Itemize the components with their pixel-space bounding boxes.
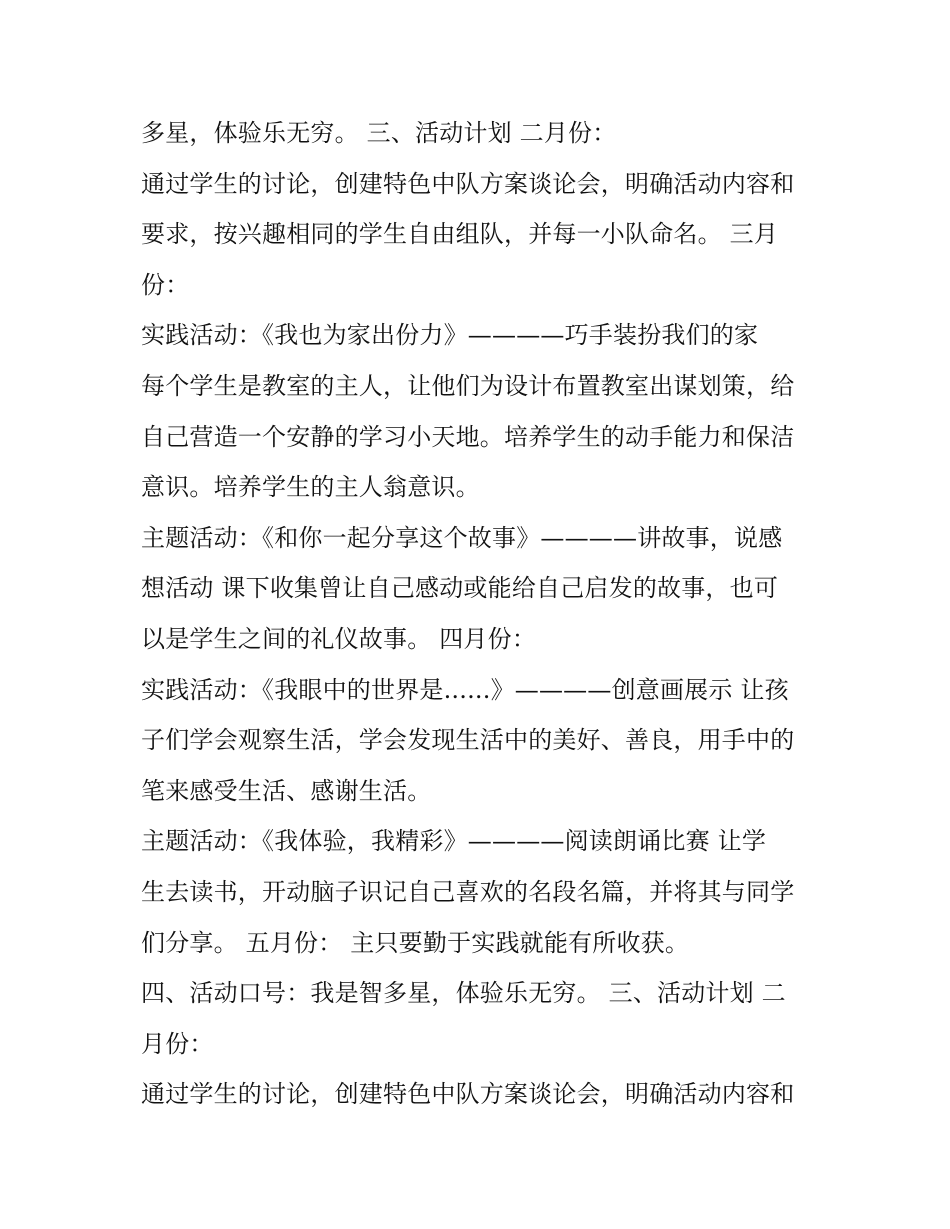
- text-line: 子们学会观察生活，学会发现生活中的美好、善良，用手中的: [141, 726, 795, 755]
- text-line: 通过学生的讨论，创建特色中队方案谈论会，明确活动内容和: [141, 169, 795, 198]
- text-line: 生去读书，开动脑子识记自己喜欢的名段名篇，并将其与同学: [141, 877, 795, 906]
- document-text: [141, 108, 821, 1120]
- text-line: 四、活动口号：我是智多星，体验乐无穷。 三、活动计划 二: [141, 979, 786, 1008]
- text-line: 自己营造一个安静的学习小天地。培养学生的动手能力和保洁: [141, 422, 795, 451]
- text-line: 要求，按兴趣相同的学生自由组队，并每一小队命名。 三月: [141, 220, 779, 249]
- text-line: 们分享。 五月份： 主只要勤于实践就能有所收获。: [141, 928, 690, 957]
- text-line: 实践活动：《我眼中的世界是......》————创意画展示 让孩: [141, 675, 789, 704]
- text-line: 每个学生是教室的主人，让他们为设计布置教室出谋划策，给: [141, 371, 795, 400]
- text-line: 份：: [141, 270, 190, 299]
- text-line: 多星，体验乐无穷。 三、活动计划 二月份：: [141, 119, 617, 147]
- text-line: 主题活动：《和你一起分享这个故事》————讲故事，说感: [141, 523, 783, 552]
- text-line: 实践活动：《我也为家出份力》————巧手装扮我们的家: [141, 321, 759, 350]
- text-line: 笔来感受生活、感谢生活。: [141, 776, 432, 805]
- text-line: 想活动 课下收集曾让自己感动或能给自己启发的故事，也可: [141, 574, 779, 603]
- text-line: 月份：: [141, 1029, 214, 1058]
- text-line: 通过学生的讨论，创建特色中队方案谈论会，明确活动内容和: [141, 1080, 795, 1109]
- text-line: 以是学生之间的礼仪故事。 四月份：: [141, 624, 537, 653]
- text-line: 主题活动：《我体验，我精彩》————阅读朗诵比赛 让学: [141, 827, 767, 856]
- text-line: 意识。培养学生的主人翁意识。: [141, 473, 480, 502]
